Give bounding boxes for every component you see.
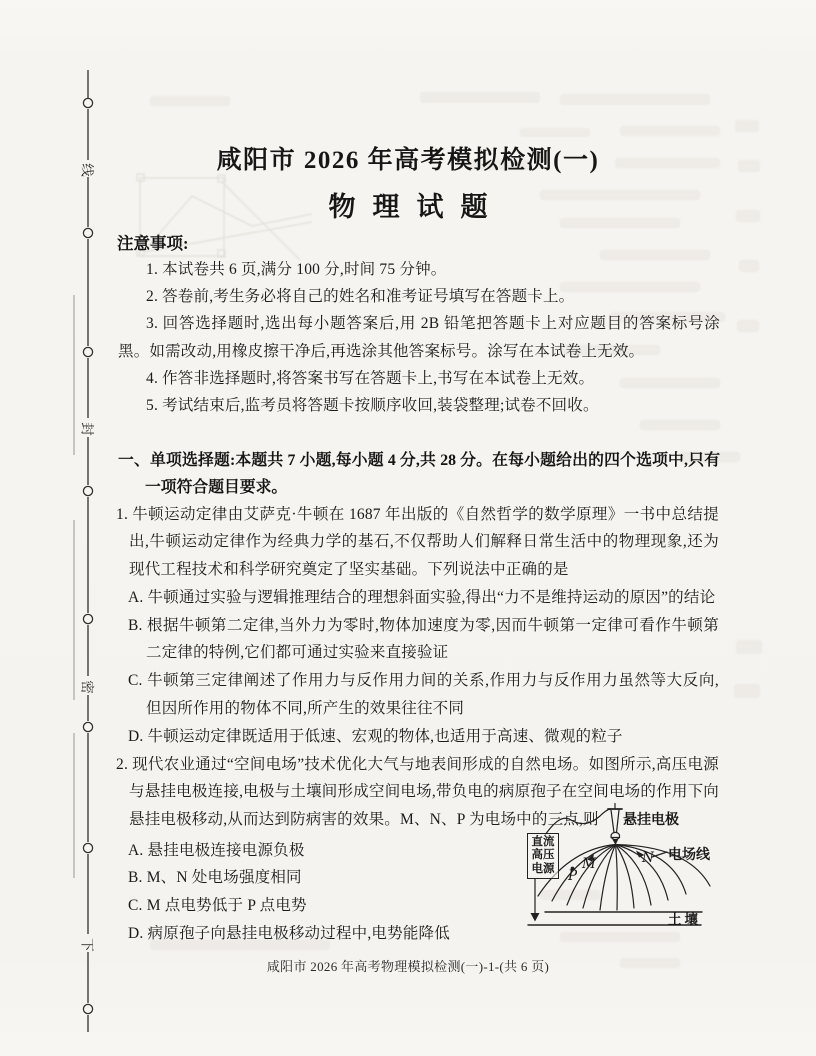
point-label-p: P bbox=[568, 868, 578, 884]
notice-item-2: 2. 答卷前,考生务必将自己的姓名和准考证号填写在答题卡上。 bbox=[146, 288, 575, 306]
electrode-label: 悬挂电极 bbox=[623, 813, 679, 828]
question-2-number: 2. bbox=[116, 756, 129, 773]
power-source-line-1: 直流 bbox=[531, 835, 555, 848]
notice-list bbox=[118, 256, 720, 419]
soil-label: 土壤 bbox=[668, 912, 701, 927]
question-1-option-a: A. 牛顿通过实验与逻辑推理结合的理想斜面实验,得出“力不是维持运动的原因”的结论 bbox=[128, 588, 716, 606]
notice-item-5: 5. 考试结束后,监考员将答题卡按顺序收回,装袋整理;试卷不回收。 bbox=[146, 397, 599, 415]
notice-item-3: 3. 回答选择题时,选出每小题答案后,用 2B 铅笔把答题卡上对应题目的答案标号涂黑。如需改动,用橡皮擦干净后,再选涂其他答案标号。涂写在本试卷上无效。 bbox=[118, 315, 720, 360]
question-1-stem bbox=[116, 501, 719, 583]
seal-char-feng: 封 bbox=[79, 422, 95, 436]
question-2-stem-text: 现代农业通过“空间电场”技术优化大气与地表间形成的自然电场。如图所示,高压电源与悬挂电极连接,电极与土壤间形成空间电场,带负电的病原孢子在空间电场的作用下向悬挂电极移动,从而达到防病害的效果。M、N、P 为电场中的三点,则 bbox=[129, 756, 719, 828]
notice-item-4: 4. 作答非选择题时,将答案书写在答题卡上,书写在本试卷上无效。 bbox=[146, 369, 595, 387]
point-label-n: N bbox=[642, 850, 654, 866]
question-1 bbox=[116, 501, 719, 751]
question-2-option-c: C. M 点电势低于 P 点电势 bbox=[128, 897, 307, 915]
question-2-option-b: B. M、N 处电场强度相同 bbox=[128, 869, 302, 887]
page-footer: 咸阳市 2026 年高考物理模拟检测(一)-1-(共 6 页) bbox=[266, 959, 550, 974]
point-label-m: M bbox=[582, 856, 596, 872]
question-1-number: 1. bbox=[116, 506, 129, 523]
seal-char-xian: 线 bbox=[79, 163, 95, 177]
seal-char-xia: 下 bbox=[79, 938, 95, 952]
question-2-option-d: D. 病原孢子向悬挂电极移动过程中,电势能降低 bbox=[128, 924, 450, 942]
power-source-line-2: 高压 bbox=[531, 849, 555, 862]
question-1-option-d: D. 牛顿运动定律既适用于低速、宏观的物体,也适用于高速、微观的粒子 bbox=[128, 727, 623, 745]
dc-power-source-box bbox=[527, 833, 559, 879]
question-1-option-b: B. 根据牛顿第二定律,当外力为零时,物体加速度为零,因而牛顿第一定律可看作牛顿第二定律的特例,它们都可通过实验来直接验证 bbox=[128, 616, 719, 662]
power-source-line-3: 电源 bbox=[531, 862, 555, 875]
notice-item-1: 1. 本试卷共 6 页,满分 100 分,时间 75 分钟。 bbox=[146, 261, 447, 278]
notice-heading: 注意事项: bbox=[117, 234, 189, 253]
question-1-stem-text: 牛顿运动定律由艾萨克·牛顿在 1687 年出版的《自然哲学的数学原理》一书中总结提出,牛顿运动定律作为经典力学的基石,不仅帮助人们解释日常生活中的物理现象,还为现代工程技术和科学研究奠定了坚实基础。下列说法中正确的是 bbox=[129, 506, 719, 578]
question-1-option-c: C. 牛顿第三定律阐述了作用力与反作用力间的关系,作用力与反作用力虽然等大反向,但因所作用的物体不同,所产生的效果往往不同 bbox=[128, 672, 719, 718]
question-2-option-a: A. 悬挂电极连接电源负极 bbox=[128, 841, 305, 859]
q2-figure bbox=[505, 799, 757, 951]
exam-subtitle: 物理试题 bbox=[328, 192, 505, 222]
seal-char-mi: 密 bbox=[79, 680, 95, 694]
question-1-options bbox=[128, 584, 719, 751]
field-line-label: 电场线 bbox=[668, 848, 710, 863]
exam-title: 咸阳市 2026 年高考模拟检测(一) bbox=[216, 147, 600, 174]
section-1-heading: 一、单项选择题:本题共 7 小题,每小题 4 分,共 28 分。在每小题给出的四个选项中,只有一项符合题目要求。 bbox=[118, 452, 720, 497]
